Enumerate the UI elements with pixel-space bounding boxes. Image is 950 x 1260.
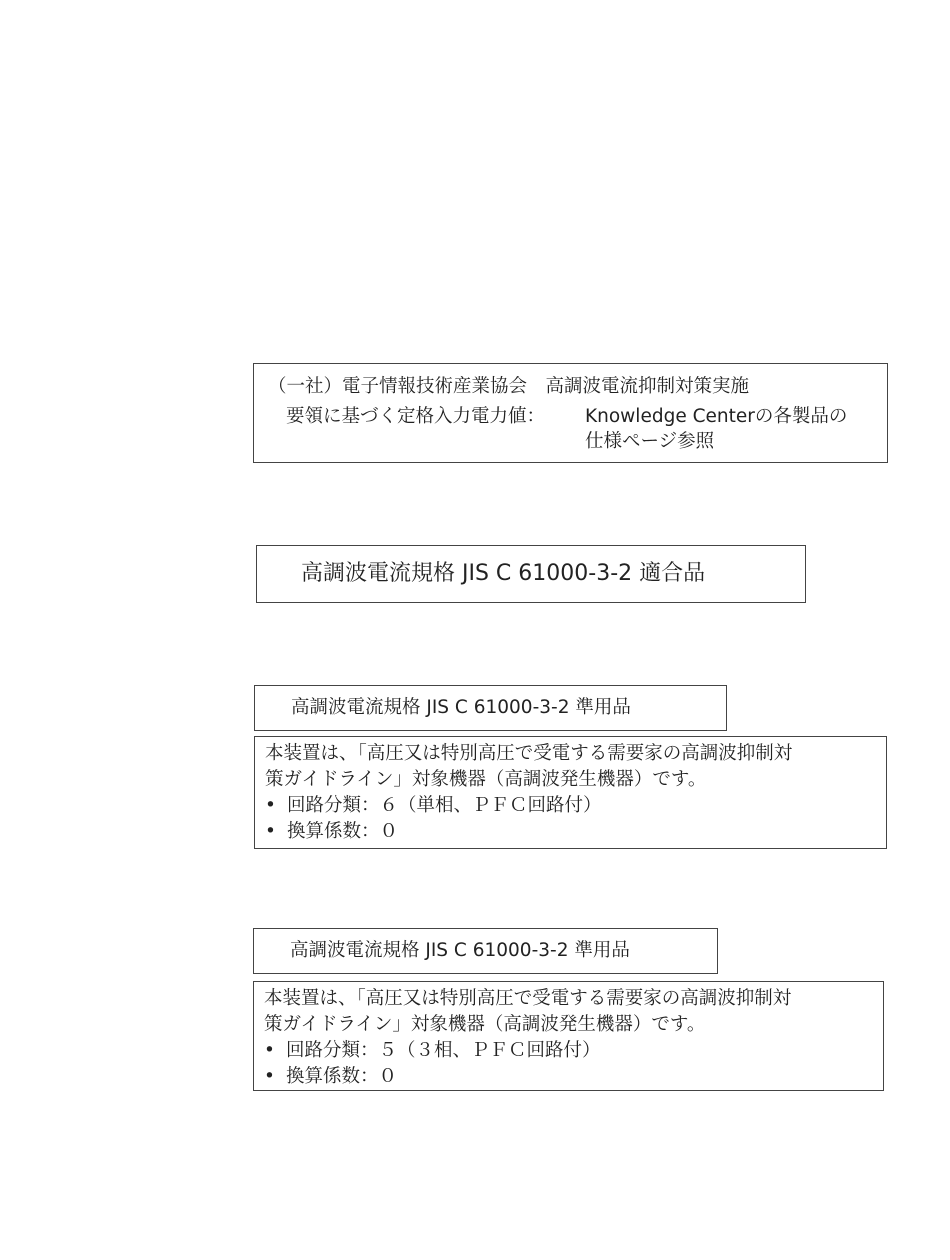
rated-input-power-value-cont: 仕様ページ参照: [585, 431, 715, 452]
conversion-factor-item: [264, 1064, 874, 1090]
harmonic-compliant-box: [256, 545, 806, 603]
description-line: 策ガイドライン」対象機器（高調波発生機器）です。: [264, 1014, 706, 1035]
quasi-compliant-detail-2: [253, 981, 884, 1091]
circuit-class-text: 回路分類：５（３相、ＰＦＣ回路付）: [286, 1040, 601, 1061]
description-line: 本装置は、「高圧又は特別高圧で受電する需要家の高調波抑制対: [264, 988, 792, 1009]
quasi-compliant-title: 高調波電流規格 JIS C 61000-3-2 準用品: [291, 697, 631, 718]
bullet-icon: •: [264, 1066, 275, 1087]
conversion-factor-text: 換算係数：０: [286, 1066, 398, 1087]
description-line: 策ガイドライン」対象機器（高調波発生機器）です。: [265, 769, 707, 790]
circuit-class-item: [264, 1038, 874, 1064]
bullet-icon: •: [265, 795, 276, 816]
bullet-icon: •: [264, 1040, 275, 1061]
rated-input-power-label: 要領に基づく定格入力電力値：: [286, 406, 546, 427]
description-line: 本装置は、「高圧又は特別高圧で受電する需要家の高調波抑制対: [265, 743, 793, 764]
quasi-compliant-header-2: [253, 928, 718, 974]
circuit-class-item: [265, 793, 875, 819]
quasi-compliant-header-1: [254, 685, 727, 731]
circuit-class-text: 回路分類：６（単相、ＰＦＣ回路付）: [287, 795, 602, 816]
harmonic-compliant-title: 高調波電流規格 JIS C 61000-3-2 適合品: [301, 561, 706, 586]
quasi-compliant-title: 高調波電流規格 JIS C 61000-3-2 準用品: [290, 940, 630, 961]
bullet-icon: •: [265, 821, 276, 842]
conversion-factor-text: 換算係数：０: [287, 821, 399, 842]
jeita-heading-text: （一社）電子情報技術産業協会 高調波電流抑制対策実施: [268, 376, 750, 397]
quasi-compliant-detail-1: [254, 736, 887, 849]
rated-input-power-value: Knowledge Centerの各製品の: [585, 406, 848, 427]
jeita-rated-input-power-box: [253, 363, 888, 463]
conversion-factor-item: [265, 819, 875, 845]
